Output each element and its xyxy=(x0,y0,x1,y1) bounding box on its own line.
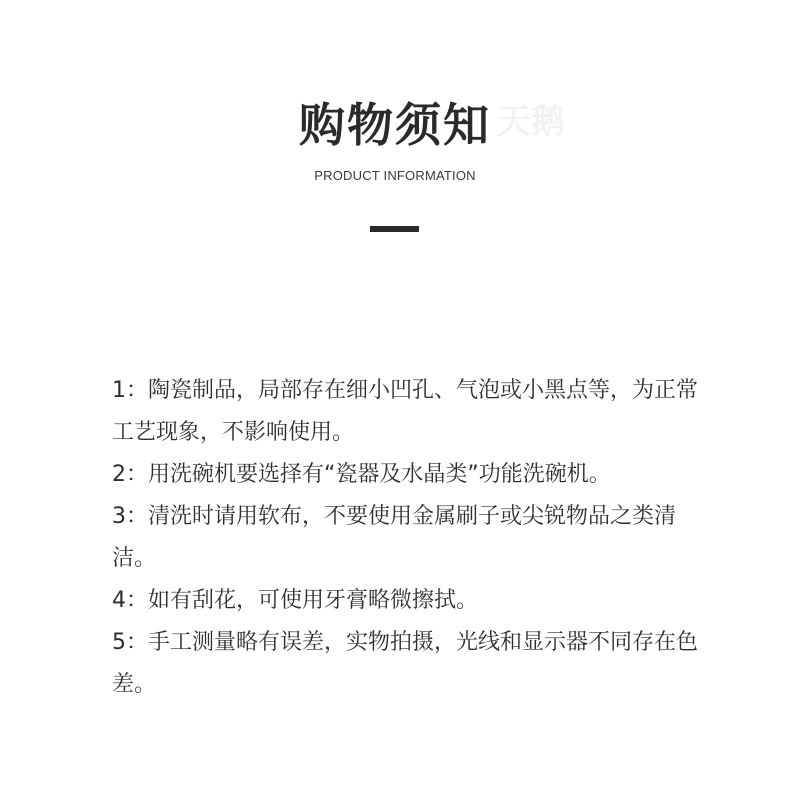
note-item: 5：手工测量略有误差，实物拍摄，光线和显示器不同存在色差。 xyxy=(112,630,698,697)
watermark-text: 天鹅 xyxy=(497,102,565,142)
notes-list xyxy=(112,370,702,706)
note-item: 3：清洗时请用软布，不要使用金属刷子或尖锐物品之类清洁。 xyxy=(112,504,676,571)
title-divider xyxy=(370,226,419,232)
note-item: 1：陶瓷制品，局部存在细小凹孔、气泡或小黑点等，为正常工艺现象，不影响使用。 xyxy=(112,378,698,445)
note-item: 2：用洗碗机要选择有“瓷器及水晶类”功能洗碗机。 xyxy=(112,462,611,487)
page-header xyxy=(0,96,790,183)
page-subtitle: PRODUCT INFORMATION xyxy=(314,168,476,183)
title-wrap xyxy=(299,96,565,154)
note-item: 4：如有刮花，可使用牙膏略微擦拭。 xyxy=(112,588,478,613)
page-title: 购物须知 xyxy=(299,98,491,152)
